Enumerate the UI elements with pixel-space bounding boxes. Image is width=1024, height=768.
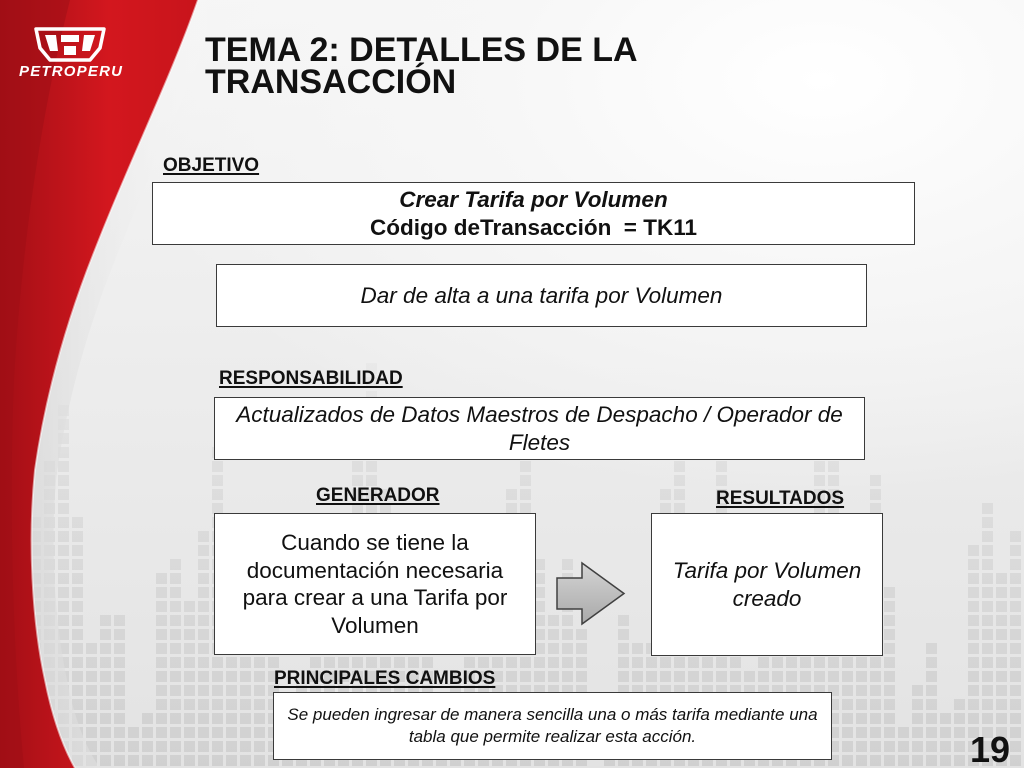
trigger-text: Cuando se tiene la documentación necesaria para crear a una Tarifa por Volumen [242,530,508,638]
heading-resultados: RESULTADOS [716,488,845,509]
objective-title: Crear Tarifa por Volumen [399,186,668,212]
trigger-box [214,513,536,655]
responsibility-box [214,397,865,460]
results-box [651,513,883,656]
title-line-1: TEMA 2: DETALLES DE LA [205,31,638,69]
heading-principales-cambios: PRINCIPALES CAMBIOS [274,668,496,689]
title-line-2: TRANSACCIÓN [205,63,457,101]
heading-objetivo: OBJETIVO [163,155,260,176]
responsibility-text: Actualizados de Datos Maestros de Despacho / Operador de Fletes [236,401,843,455]
logo-wordmark: PETROPERU [19,63,124,80]
transaction-code: Código deTransacción = TK11 [370,214,697,240]
objective-description-box [216,264,867,327]
block-arrow-right-icon [555,561,627,627]
main-changes-text: Se pueden ingresar de manera sencilla una o más tarifa mediante una tabla que permite realizar esta acción. [287,705,818,746]
heading-generador: GENERADOR [316,485,440,506]
heading-responsabilidad: RESPONSABILIDAD [219,368,403,389]
objective-description: Dar de alta a una tarifa por Volumen [360,282,723,308]
main-changes-box [273,692,832,760]
page-title [205,31,638,101]
objective-box [152,182,915,245]
page-number: 19 [969,729,1010,768]
results-text: Tarifa por Volumen creado [672,557,862,611]
petroperu-emblem-icon [34,26,106,64]
